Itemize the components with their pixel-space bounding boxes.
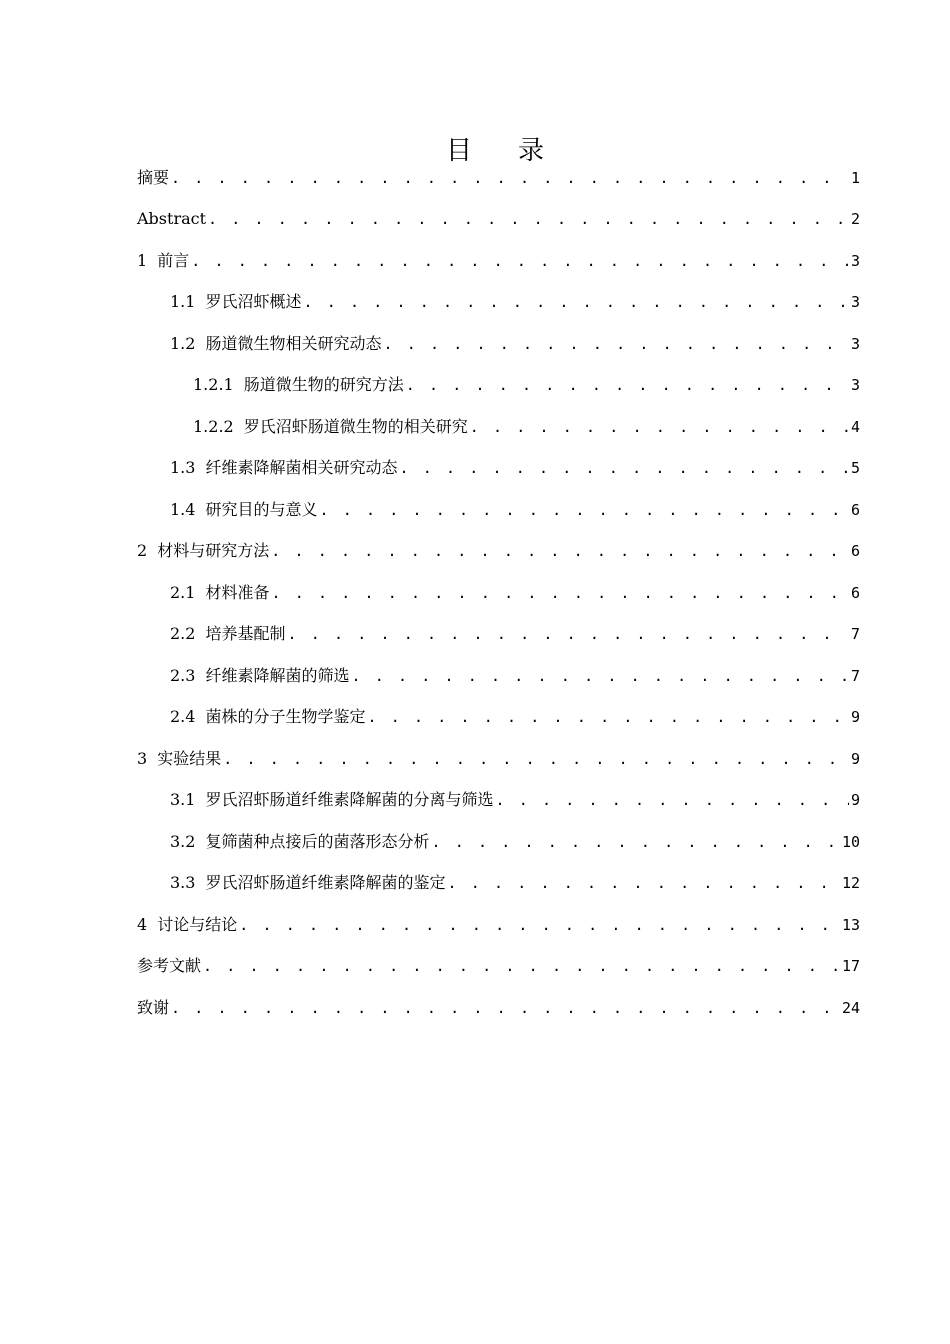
toc-entry-number: 1.2.2 bbox=[193, 417, 234, 436]
toc-entry-2-2[interactable] bbox=[170, 617, 860, 651]
toc-entry-number: 2.1 bbox=[170, 583, 196, 602]
toc-entry-abstract-en[interactable] bbox=[137, 202, 860, 236]
toc-entry-number: 1.2.1 bbox=[193, 375, 234, 394]
toc-leader-dots bbox=[406, 375, 849, 395]
toc-entry-2[interactable] bbox=[137, 534, 860, 568]
toc-entry-label: Abstract bbox=[137, 209, 207, 228]
toc-page-number: 3 bbox=[850, 376, 860, 394]
toc-page-number: 7 bbox=[850, 667, 860, 685]
toc-leader-dots bbox=[271, 583, 849, 603]
toc-entry-label: 实验结果 bbox=[157, 749, 222, 768]
toc-leader-dots bbox=[319, 500, 849, 520]
toc-leader-dots bbox=[171, 998, 840, 1018]
toc-leader-dots bbox=[203, 956, 840, 976]
toc-leader-dots bbox=[495, 790, 849, 810]
toc-entry-label: 复筛菌种点接后的菌落形态分析 bbox=[205, 832, 430, 851]
toc-entry-1-2-2[interactable] bbox=[193, 410, 860, 444]
toc-entry-number: 3 bbox=[137, 749, 148, 768]
toc-entry-number: 2.3 bbox=[170, 666, 196, 685]
toc-title-part1: 目 bbox=[445, 136, 472, 166]
toc-entry-2-1[interactable] bbox=[170, 576, 860, 610]
toc-page-number: 9 bbox=[850, 750, 860, 768]
toc-entry-references[interactable] bbox=[137, 949, 860, 983]
toc-entry-label: 罗氏沼虾概述 bbox=[205, 292, 302, 311]
toc-entry-2-3[interactable] bbox=[170, 659, 860, 693]
toc-entry-number: 3.3 bbox=[170, 873, 196, 892]
toc-entry-label: 研究目的与意义 bbox=[205, 500, 318, 519]
toc-entry-label: 培养基配制 bbox=[205, 624, 286, 643]
toc-leader-dots bbox=[223, 749, 849, 769]
toc-page-number: 24 bbox=[841, 999, 860, 1017]
toc-leader-dots bbox=[399, 458, 849, 478]
toc-leader-dots bbox=[470, 417, 849, 437]
toc-entry-1[interactable] bbox=[137, 244, 860, 278]
toc-page-number: 6 bbox=[850, 501, 860, 519]
toc-entry-number: 1.4 bbox=[170, 500, 196, 519]
toc-entry-label: 罗氏沼虾肠道微生物的相关研究 bbox=[243, 417, 468, 436]
toc-entry-label: 肠道微生物相关研究动态 bbox=[205, 334, 382, 353]
toc-entry-label: 材料与研究方法 bbox=[157, 541, 270, 560]
toc-entry-number: 1.1 bbox=[170, 292, 196, 311]
toc-entry-1-2[interactable] bbox=[170, 327, 860, 361]
toc-page-number: 10 bbox=[841, 833, 860, 851]
toc-leader-dots bbox=[287, 624, 849, 644]
toc-title-part2: 录 bbox=[518, 136, 545, 166]
toc-entry-label: 致谢 bbox=[137, 998, 170, 1017]
toc-entry-label: 菌株的分子生物学鉴定 bbox=[205, 707, 366, 726]
toc-page-number: 3 bbox=[850, 293, 860, 311]
toc-entry-number: 1.2 bbox=[170, 334, 196, 353]
toc-leader-dots bbox=[239, 915, 840, 935]
toc-entry-number: 2.4 bbox=[170, 707, 196, 726]
toc-page-number: 17 bbox=[841, 957, 860, 975]
toc-page-number: 7 bbox=[850, 625, 860, 643]
toc-leader-dots bbox=[191, 251, 849, 271]
toc-page-number: 9 bbox=[850, 791, 860, 809]
toc-page-number: 4 bbox=[850, 418, 860, 436]
toc-page-number: 2 bbox=[850, 210, 860, 228]
toc-entry-number: 2 bbox=[137, 541, 148, 560]
toc-entry-1-3[interactable] bbox=[170, 451, 860, 485]
toc-entry-label: 罗氏沼虾肠道纤维素降解菌的鉴定 bbox=[205, 873, 446, 892]
toc-entry-4[interactable] bbox=[137, 908, 860, 942]
toc-entry-number: 1.3 bbox=[170, 458, 196, 477]
toc-entry-1-1[interactable] bbox=[170, 285, 860, 319]
toc-leader-dots bbox=[447, 873, 839, 893]
toc-entry-3[interactable] bbox=[137, 742, 860, 776]
toc-entry-number: 1 bbox=[137, 251, 148, 270]
toc-entry-3-2[interactable] bbox=[170, 825, 860, 859]
toc-leader-dots bbox=[351, 666, 849, 686]
toc-leader-dots bbox=[383, 334, 849, 354]
toc-page-number: 13 bbox=[841, 916, 860, 934]
toc-entry-label: 纤维素降解菌的筛选 bbox=[205, 666, 350, 685]
toc-entry-label: 罗氏沼虾肠道纤维素降解菌的分离与筛选 bbox=[205, 790, 494, 809]
toc-entry-number: 3.1 bbox=[170, 790, 196, 809]
toc-entry-label: 材料准备 bbox=[205, 583, 270, 602]
toc-page-number: 12 bbox=[841, 874, 860, 892]
toc-entry-3-3[interactable] bbox=[170, 866, 860, 900]
toc-leader-dots bbox=[303, 292, 849, 312]
toc-entry-number: 4 bbox=[137, 915, 148, 934]
toc-entry-label: 肠道微生物的研究方法 bbox=[243, 375, 404, 394]
toc-entry-number: 2.2 bbox=[170, 624, 196, 643]
toc-entry-label: 参考文献 bbox=[137, 956, 202, 975]
toc-entry-1-4[interactable] bbox=[170, 493, 860, 527]
toc-page-number: 1 bbox=[850, 169, 860, 187]
toc-entry-3-1[interactable] bbox=[170, 783, 860, 817]
toc-entry-1-2-1[interactable] bbox=[193, 368, 860, 402]
toc-entry-label: 纤维素降解菌相关研究动态 bbox=[205, 458, 398, 477]
toc-leader-dots bbox=[367, 707, 849, 727]
toc-leader-dots bbox=[208, 209, 849, 229]
toc-page-number: 5 bbox=[850, 459, 860, 477]
toc-page-number: 6 bbox=[850, 584, 860, 602]
toc-entry-abstract-cn[interactable] bbox=[137, 161, 860, 195]
toc-page-number: 3 bbox=[850, 252, 860, 270]
toc-entry-number: 3.2 bbox=[170, 832, 196, 851]
toc-entry-2-4[interactable] bbox=[170, 700, 860, 734]
toc-page-number: 6 bbox=[850, 542, 860, 560]
toc-page-number: 9 bbox=[850, 708, 860, 726]
toc-entry-label: 讨论与结论 bbox=[157, 915, 238, 934]
toc-page-number: 3 bbox=[850, 335, 860, 353]
toc-entry-acknowledgements[interactable] bbox=[137, 991, 860, 1025]
toc-leader-dots bbox=[271, 541, 849, 561]
toc-leader-dots bbox=[171, 168, 849, 188]
toc-leader-dots bbox=[431, 832, 839, 852]
toc-entry-label: 前言 bbox=[157, 251, 190, 270]
toc-entry-label: 摘要 bbox=[137, 168, 170, 187]
